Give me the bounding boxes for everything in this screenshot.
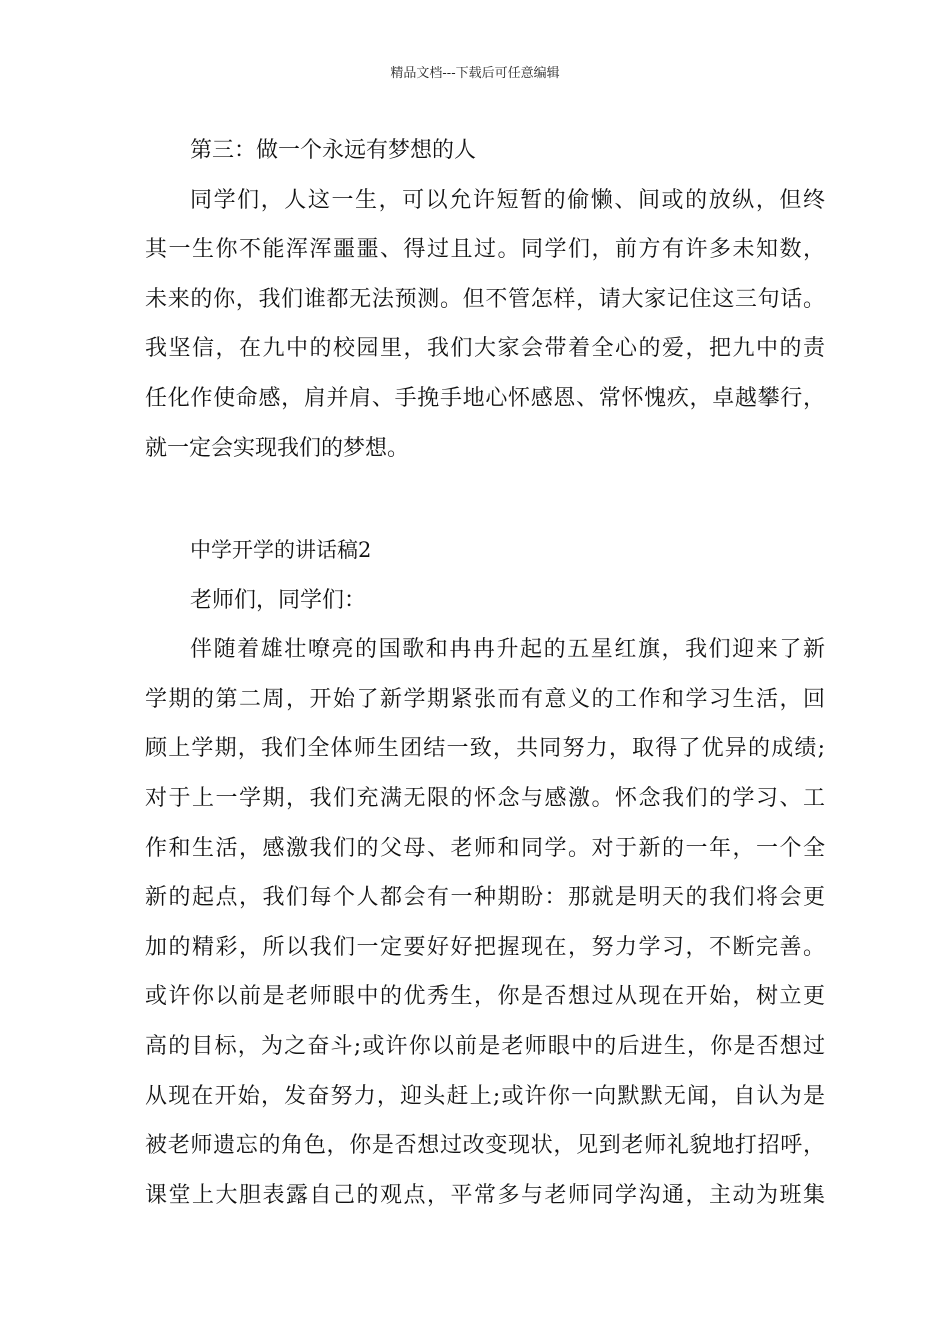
section-heading: 第三：做一个永远有梦想的人	[190, 138, 477, 163]
paragraph-line: 课堂上大胆表露自己的观点，平常多与老师同学沟通，主动为班集	[145, 1182, 825, 1208]
paragraph-line: 高的目标，为之奋斗;或许你以前是老师眼中的后进生，你是否想过	[145, 1033, 825, 1059]
paragraph-line: 新的起点，我们每个人都会有一种期盼：那就是明天的我们将会更	[145, 885, 825, 911]
page-header: 精品文档---下载后可任意编辑	[390, 66, 560, 81]
paragraph-line: 其一生你不能浑浑噩噩、得过且过。同学们，前方有许多未知数，	[145, 237, 825, 263]
paragraph-line: 伴随着雄壮嘹亮的国歌和冉冉升起的五星红旗，我们迎来了新	[190, 637, 825, 663]
paragraph-line: 我坚信，在九中的校园里，我们大家会带着全心的爱，把九中的责	[145, 336, 825, 362]
paragraph-line: 就一定会实现我们的梦想。	[145, 435, 410, 461]
greeting: 老师们，同学们：	[190, 587, 367, 613]
paragraph-line: 作和生活，感激我们的父母、老师和同学。对于新的一年，一个全	[145, 835, 825, 861]
paragraph-line: 或许你以前是老师眼中的优秀生，你是否想过从现在开始，树立更	[145, 984, 825, 1010]
paragraph-line: 顾上学期，我们全体师生团结一致，共同努力，取得了优异的成绩;	[145, 736, 825, 762]
section-2	[145, 526, 825, 1220]
section-1	[145, 126, 825, 473]
paragraph-line: 未来的你，我们谁都无法预测。但不管怎样，请大家记住这三句话。	[145, 286, 825, 312]
paragraph-line: 任化作使命感，肩并肩、手挽手地心怀感恩、常怀愧疚，卓越攀行，	[145, 385, 825, 411]
paragraph-line: 被老师遗忘的角色，你是否想过改变现状，见到老师礼貌地打招呼，	[145, 1133, 825, 1159]
paragraph-line: 从现在开始，发奋努力，迎头赶上;或许你一向默默无闻，自认为是	[145, 1083, 825, 1109]
paragraph-line: 加的精彩，所以我们一定要好好把握现在，努力学习，不断完善。	[145, 934, 825, 960]
paragraph-line: 同学们，人这一生，可以允许短暂的偷懒、间或的放纵，但终	[190, 187, 825, 213]
speech-title: 中学开学的讲话稿2	[190, 538, 372, 562]
paragraph-line: 学期的第二周，开始了新学期紧张而有意义的工作和学习生活，回	[145, 686, 825, 712]
paragraph-line: 对于上一学期，我们充满无限的怀念与感激。怀念我们的学习、工	[145, 785, 825, 811]
